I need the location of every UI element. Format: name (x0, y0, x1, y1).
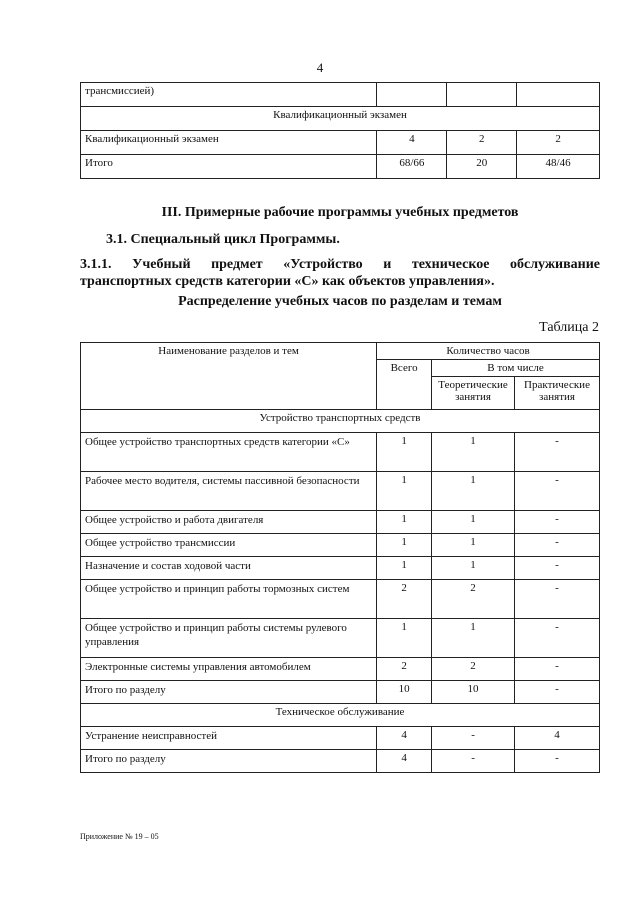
table-row (81, 433, 600, 472)
table-row (81, 619, 600, 658)
total-cell: 2 (377, 580, 432, 619)
total-cell: 4 (377, 131, 447, 155)
name-cell: Назначение и состав ходовой части (81, 557, 377, 580)
table-row (81, 534, 600, 557)
header-hours: Количество часов (377, 343, 600, 360)
subsection-heading: 3.1. Специальный цикл Программы. (106, 232, 340, 247)
practice-cell: - (515, 580, 600, 619)
total-cell: 4 (377, 727, 432, 750)
page-number: 4 (316, 60, 324, 75)
practice-cell: - (515, 619, 600, 658)
subject-heading (80, 256, 600, 290)
table-row (81, 681, 600, 704)
total-cell: 4 (377, 750, 432, 773)
name-cell: Общее устройство и работа двигателя (81, 511, 377, 534)
name-cell: Рабочее место водителя, системы пассивной безопасности (81, 472, 377, 511)
practice-cell: 48/46 (517, 155, 600, 179)
table-label: Таблица 2 (539, 320, 599, 335)
practice-cell: 2 (517, 131, 600, 155)
section-title-cell: Квалификационный экзамен (81, 107, 600, 131)
section-row (81, 704, 600, 727)
practice-cell: - (515, 534, 600, 557)
theory-cell: 1 (432, 511, 515, 534)
theory-cell: 2 (447, 131, 517, 155)
table-row (81, 750, 600, 773)
total-cell: 1 (377, 511, 432, 534)
top-table (80, 82, 600, 179)
theory-cell: 1 (432, 433, 515, 472)
table-row (81, 107, 600, 131)
total-cell: 1 (377, 433, 432, 472)
theory-cell: 1 (432, 557, 515, 580)
footer: Приложение № 19 – 05 (80, 832, 159, 841)
header-theory: Теоретические занятия (432, 377, 515, 410)
practice-cell: - (515, 433, 600, 472)
theory-cell (447, 83, 517, 107)
table-row (81, 83, 600, 107)
main-table-body (81, 343, 600, 773)
table-row (81, 580, 600, 619)
practice-cell: - (515, 658, 600, 681)
name-cell: Электронные системы управления автомобилем (81, 658, 377, 681)
section-row (81, 410, 600, 433)
theory-cell: 2 (432, 580, 515, 619)
name-cell: Общее устройство трансмиссии (81, 534, 377, 557)
name-cell: Общее устройство и принцип работы системы рулевого управления (81, 619, 377, 658)
table-row (81, 472, 600, 511)
name-cell: трансмиссией) (81, 83, 377, 107)
total-cell (377, 83, 447, 107)
theory-cell: 1 (432, 534, 515, 557)
header-row-1 (81, 343, 600, 360)
total-cell: 2 (377, 658, 432, 681)
total-cell: 1 (377, 472, 432, 511)
total-cell: 1 (377, 534, 432, 557)
name-cell: Устранение неисправностей (81, 727, 377, 750)
table-row (81, 727, 600, 750)
subject-heading-line2: транспортных средств категории «С» как объектов управления». (80, 274, 495, 289)
practice-cell: - (515, 750, 600, 773)
table-row (81, 511, 600, 534)
practice-cell (517, 83, 600, 107)
practice-cell: - (515, 472, 600, 511)
name-cell: Квалификационный экзамен (81, 131, 377, 155)
practice-cell: - (515, 511, 600, 534)
theory-cell: 20 (447, 155, 517, 179)
theory-cell: - (432, 750, 515, 773)
name-cell: Общее устройство транспортных средств категории «С» (81, 433, 377, 472)
header-including: В том числе (432, 360, 600, 377)
name-cell: Итого (81, 155, 377, 179)
practice-cell: - (515, 681, 600, 704)
practice-cell: 4 (515, 727, 600, 750)
theory-cell: 10 (432, 681, 515, 704)
total-cell: 68/66 (377, 155, 447, 179)
table-row (81, 131, 600, 155)
theory-cell: 1 (432, 472, 515, 511)
name-cell: Итого по разделу (81, 750, 377, 773)
table-row (81, 557, 600, 580)
total-cell: 10 (377, 681, 432, 704)
theory-cell: - (432, 727, 515, 750)
subject-heading-line1: 3.1.1. Учебный предмет «Устройство и техническое обслуживание (80, 257, 600, 272)
distribution-heading: Распределение учебных часов по разделам и темам (178, 294, 502, 309)
practice-cell: - (515, 557, 600, 580)
header-practice: Практические занятия (515, 377, 600, 410)
top-table-body (81, 83, 600, 179)
table-row (81, 155, 600, 179)
section-title-cell: Техническое обслуживание (81, 704, 600, 727)
section-title-cell: Устройство транспортных средств (81, 410, 600, 433)
theory-cell: 1 (432, 619, 515, 658)
total-cell: 1 (377, 557, 432, 580)
name-cell: Общее устройство и принцип работы тормозных систем (81, 580, 377, 619)
section-heading: III. Примерные рабочие программы учебных предметов (161, 205, 519, 220)
theory-cell: 2 (432, 658, 515, 681)
table-row (81, 658, 600, 681)
main-table (80, 342, 600, 773)
total-cell: 1 (377, 619, 432, 658)
header-name: Наименование разделов и тем (81, 343, 377, 410)
header-total: Всего (377, 360, 432, 410)
name-cell: Итого по разделу (81, 681, 377, 704)
